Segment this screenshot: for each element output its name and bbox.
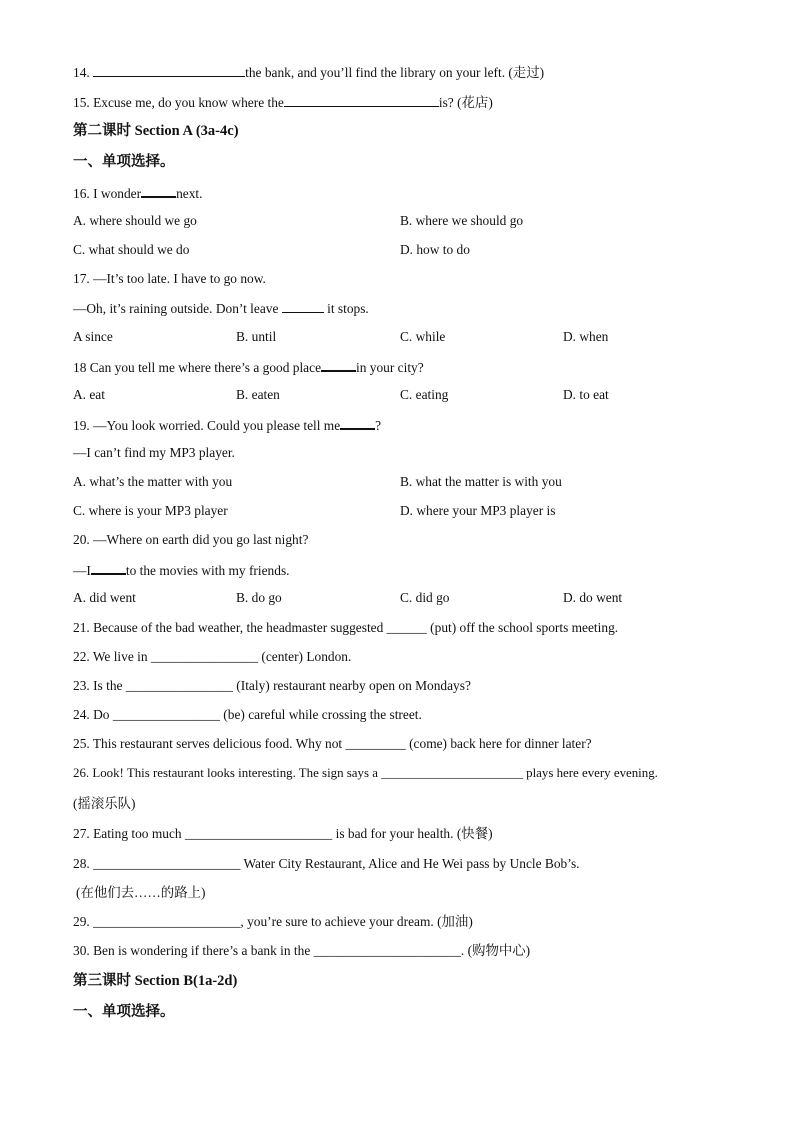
question-text: is bad for your health. (快餐) — [332, 826, 493, 841]
question-20-reply — [73, 561, 290, 579]
question-text: —I — [73, 563, 91, 578]
answer-blank — [282, 300, 324, 313]
question-text: 25. This restaurant serves delicious food. Why not — [73, 736, 346, 751]
question-26 — [73, 765, 658, 781]
question-18 — [73, 358, 424, 376]
answer-blank: ______________________ — [93, 914, 241, 929]
option-b: B. do go — [236, 590, 282, 605]
question-15 — [73, 94, 493, 111]
question-text: 23. Is the — [73, 678, 126, 693]
question-text: (center) London. — [258, 649, 352, 664]
answer-blank — [141, 184, 176, 198]
question-text: 27. Eating too much — [73, 826, 185, 841]
question-text: 28. — [73, 856, 94, 871]
question-16 — [73, 184, 202, 202]
question-text: 16. I wonder — [73, 186, 142, 201]
option-c: C. what should we do — [73, 242, 190, 257]
option-b: B. where we should go — [400, 213, 524, 228]
question-text: 19. —You look worried. Could you please tell me — [73, 418, 341, 433]
option-b: B. what the matter is with you — [400, 474, 562, 489]
question-25 — [73, 736, 592, 752]
question-22 — [73, 649, 351, 665]
question-text: 18 Can you tell me where there’s a good place — [73, 360, 322, 375]
question-text: 30. Ben is wondering if there’s a bank in the — [73, 943, 314, 958]
section-a-title: 第二课时 Section A (3a-4c) — [73, 123, 239, 139]
answer-blank — [284, 94, 439, 107]
question-26-hint: (摇滚乐队) — [73, 796, 136, 811]
option-d: D. how to do — [400, 242, 470, 257]
question-29 — [73, 914, 473, 930]
question-14 — [73, 64, 544, 81]
question-text: plays here every evening. — [522, 766, 658, 780]
question-text: (be) careful while crossing the street. — [219, 707, 422, 722]
answer-blank: ________________ — [112, 707, 220, 722]
question-text: Water City Restaurant, Alice and He Wei pass by Uncle Bob’s. — [240, 856, 580, 871]
option-b: B. eaten — [236, 387, 280, 402]
option-d: D. where your MP3 player is — [400, 503, 556, 518]
question-text: ? — [375, 418, 382, 433]
option-d: D. do went — [563, 590, 623, 605]
answer-blank: ________________ — [150, 649, 259, 664]
question-text: 22. We live in — [73, 649, 151, 664]
answer-blank: _________ — [345, 736, 406, 751]
part-heading: 一、单项选择。 — [73, 154, 175, 170]
option-a: A. eat — [73, 387, 105, 402]
option-c: C. did go — [400, 590, 450, 605]
answer-blank: ______________________ — [184, 826, 333, 841]
answer-blank: ______________________ — [381, 766, 523, 780]
option-c: C. while — [400, 329, 446, 344]
answer-blank: ________________ — [125, 678, 233, 693]
option-c: C. eating — [400, 387, 449, 402]
question-text: 26. Look! This restaurant looks interesting. The sign says a — [73, 766, 382, 780]
answer-blank — [321, 358, 356, 372]
question-text: —Oh, it’s raining outside. Don’t leave — [73, 301, 282, 316]
question-text: 24. Do — [73, 707, 113, 722]
answer-blank: ______________________ — [93, 856, 241, 871]
question-text: . (购物中心) — [460, 943, 531, 958]
question-20: 20. —Where on earth did you go last night? — [73, 532, 309, 547]
question-23 — [73, 678, 471, 694]
section-b-title: 第三课时 Section B(1a-2d) — [73, 973, 238, 989]
question-30 — [73, 943, 530, 959]
option-a: A. what’s the matter with you — [73, 474, 233, 489]
question-19-reply: —I can’t find my MP3 player. — [73, 445, 235, 460]
answer-blank: ______ — [386, 620, 427, 635]
answer-blank — [91, 561, 126, 575]
question-text: (come) back here for dinner later? — [405, 736, 592, 751]
question-text: , you’re sure to achieve your dream. (加油) — [240, 914, 473, 929]
question-text: next. — [176, 186, 203, 201]
option-a: A since — [73, 329, 113, 344]
question-19 — [73, 416, 381, 434]
question-text: to the movies with my friends. — [125, 563, 290, 578]
question-text: (put) off the school sports meeting. — [426, 620, 619, 635]
option-a: A. did went — [73, 590, 136, 605]
option-c: C. where is your MP3 player — [73, 503, 228, 518]
question-text: in your city? — [356, 360, 424, 375]
question-27 — [73, 826, 493, 842]
question-21 — [73, 620, 618, 636]
answer-blank — [93, 64, 245, 77]
question-24 — [73, 707, 422, 723]
question-text: the bank, and you’ll find the library on your left. (走过) — [245, 65, 545, 80]
question-17-reply — [73, 300, 369, 317]
question-text: is? (花店) — [438, 95, 493, 110]
question-28-hint: (在他们去……的路上) — [76, 885, 206, 900]
question-17: 17. —It’s too late. I have to go now. — [73, 271, 266, 286]
option-b: B. until — [236, 329, 277, 344]
question-28 — [73, 856, 580, 872]
question-text: 15. Excuse me, do you know where the — [73, 95, 284, 110]
part-heading: 一、单项选择。 — [73, 1004, 175, 1020]
question-text: it stops. — [323, 301, 369, 316]
question-text: (Italy) restaurant nearby open on Mondays? — [232, 678, 471, 693]
question-text: 29. — [73, 914, 94, 929]
option-d: D. to eat — [563, 387, 609, 402]
answer-blank: ______________________ — [313, 943, 461, 958]
option-a: A. where should we go — [73, 213, 197, 228]
question-text: 21. Because of the bad weather, the headmaster suggested — [73, 620, 387, 635]
question-number: 14. — [73, 65, 90, 80]
option-d: D. when — [563, 329, 609, 344]
answer-blank — [340, 416, 375, 430]
